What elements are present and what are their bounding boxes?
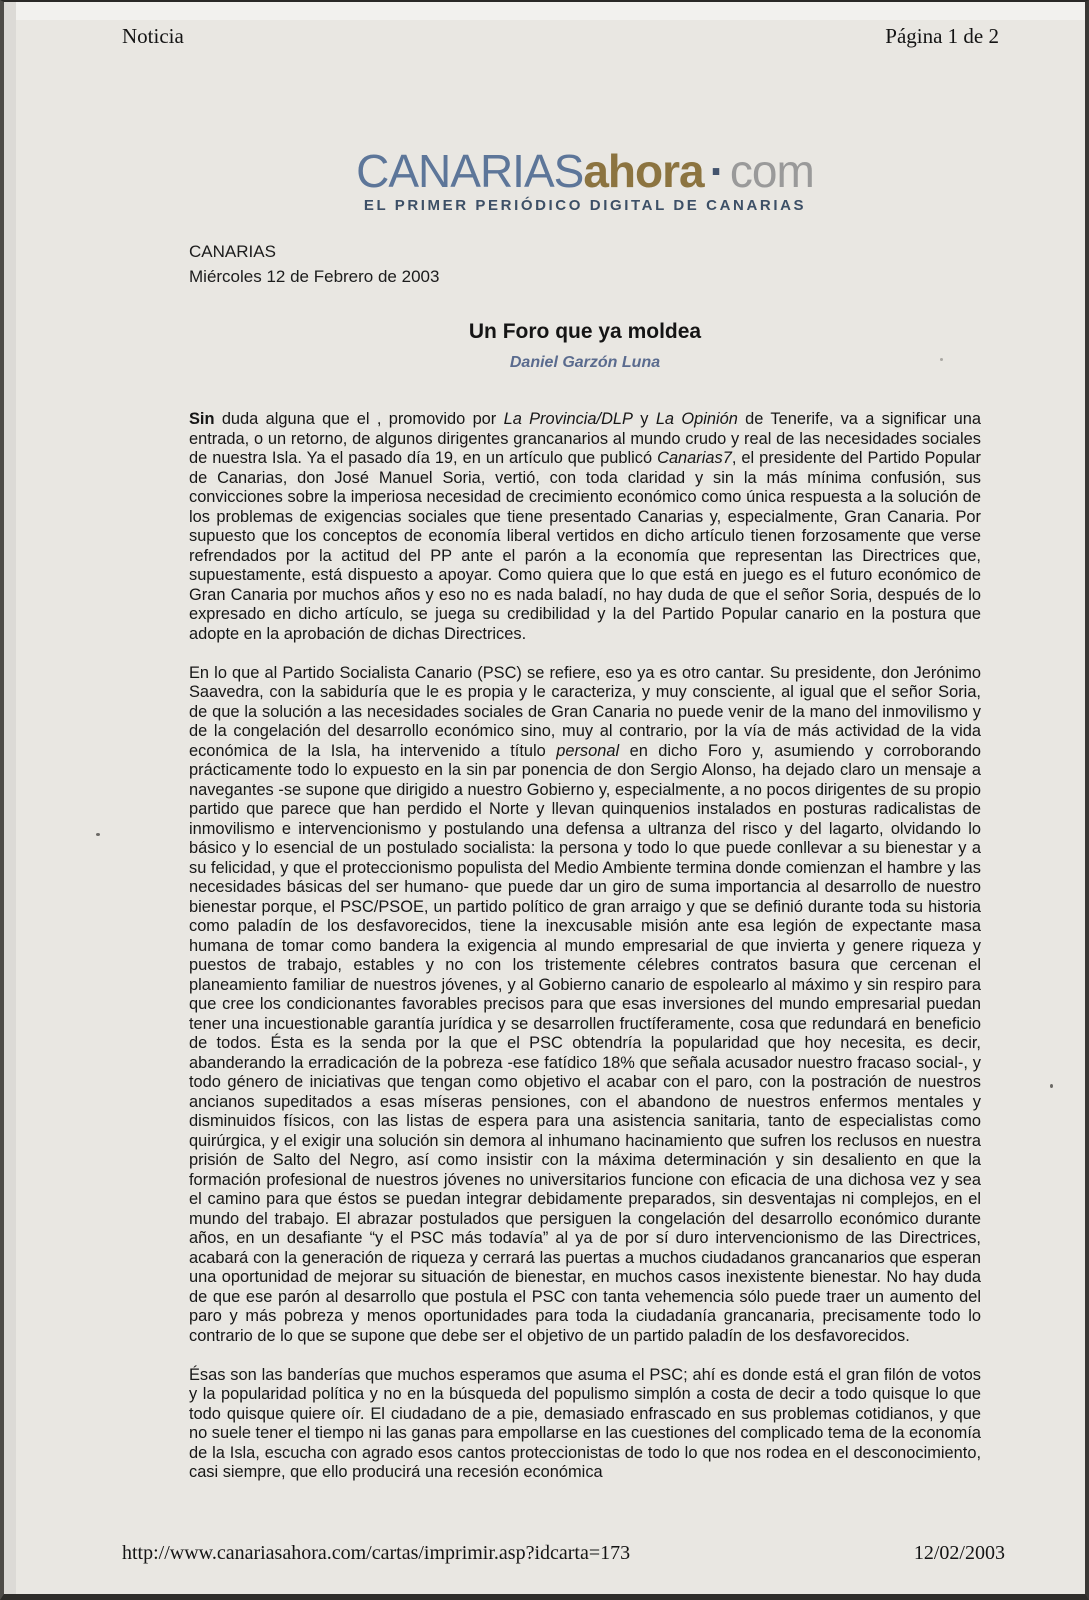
scan-speck [1050, 1084, 1053, 1088]
paragraph: Ésas son las banderías que muchos esperamos que asuma el PSC; ahí es donde está el gran filón de votos y la popularidad política y no en la búsqueda del populismo simplón a costa de decir a todo quisque lo que todo quisque quiere oír. El ciudadano de a pie, demasiado enfrascado en sus problemas cotidianos, y que no suele tener el tiempo ni las ganas para empollarse en las cuestiones del complicado tema de la economía de la Isla, escucha con agrado esos cantos proteccionistas de todo lo que nos rodea en el desconocimiento, casi siempre, que ello producirá una recesión económica [189, 1365, 981, 1481]
article-body [189, 410, 981, 1502]
logo-separator-dot: · [709, 145, 724, 197]
date-line: Miércoles 12 de Febrero de 2003 [189, 267, 440, 286]
page-indicator: Página 1 de 2 [885, 24, 999, 48]
logo-part-ahora: ahora [583, 145, 704, 197]
article-title: Un Foro que ya moldea [468, 320, 702, 343]
logo-part-canarias: CANARIAS [356, 145, 584, 197]
masthead [189, 145, 981, 214]
source-url: http://www.canariasahora.com/cartas/imprimir.asp?idcarta=173 [122, 1542, 631, 1564]
section-block [189, 239, 439, 289]
scan-speck [940, 358, 943, 361]
scan-edge-top [4, 2, 1085, 20]
masthead-tagline: EL PRIMER PERIÓDICO DIGITAL DE CANARIAS [363, 197, 807, 214]
logo-part-com: com [729, 145, 814, 197]
paragraph: En lo que al Partido Socialista Canario (PSC) se refiere, eso ya es otro cantar. Su presidente, don Jerónimo Saavedra, con la sabiduría que le es propia y le caracteriza, y muy consciente, al igual que el señor Soria, de que la solución a las necesidades sociales de Gran Canaria no puede venir de la mano del inmovilismo y de la congelación del desarrollo económico sino, muy al contrario, por la vía de más actividad de la vida económica de la Isla, ha intervenido a título personal en dicho Foro y, asumiendo y corroborando prácticamente todo lo expuesto en la sin par ponencia de don Sergio Alonso, ha dejado claro un mensaje a navegantes -se supone que dirigido a nuestro Gobierno y, especialmente, a no pocos dirigentes de su propio partido que parece que han perdido el Norte y llevan quinquenios instalados en posturas radicalistas de inmovilismo e intervencionismo y postulando una defensa a ultranza del risco y del lagarto, olvidando lo básico y lo esencial de un postulado socialista: la persona y todo lo que puede conllevar a su bienestar y a su felicidad, y que el proteccionismo populista del Medio Ambiente termina donde comienzan el hambre y las necesidades básicas del ser humano- que puede dar un giro de suma importancia al desarrollo de nuestro bienestar porque, el PSC/PSOE, un partido político de gran arraigo y que se definió durante toda su historia como paladín de los desfavorecidos, tiene la inexcusable misión ante esa legión de expectante masa humana de tomar como bandera la exigencia al mundo empresarial de que invierta y genere riqueza y puestos de trabajo, estables y no con los tristemente célebres contratos basura que cercenan el planeamiento familiar de nuestros jóvenes, y al Gobierno canario de espolearlo al máximo y sin respiro para que cree los condicionantes favorables precisos para que esas inversiones del mundo empresarial puedan tener una incuestionable garantía jurídica y se desarrollen fructíferamente, cosa que redundará en beneficio de todos. Ésta es la senda por la que el PSC obtendría la popularidad que hoy necesita, es decir, abanderando la erradicación de la pobreza -ese fatídico 18% que señala acusador nuestro fracaso social-, y todo género de iniciativas que tengan como objetivo el acabar con el paro, con la postración de nuestros ancianos supeditados a esas míseras pensiones, con el abandono de nuestros enfermos mentales y disminuidos físicos, con las listas de espera para una asistencia sanitaria, tanto de especialistas como quirúrgica, y el exigir una solución sin demora al inhumano hacinamiento que sufren los reclusos en nuestra prisión de Salto del Negro, así como insistir con la máxima determinación y sin desaliento en que la formación profesional de nuestros jóvenes no universitarios funcione con eficacia de una dichosa vez y sea el camino para que éstos se puedan integrar debidamente preparados, sin desventajas ni complejos, en el mundo del trabajo. El abrazar postulados que persiguen la congelación del desarrollo económico durante años, en un desafiante “y el PSC más todavía” al ya de por sí duro intervencionismo de las Directrices, acabará con la generación de riqueza y cerrará las puertas a muchos ciudadanos grancanarios que esperan una oportunidad de mejorar su situación de bienestar, en muchos casos inexistente bienestar. No hay duda de que ese parón al desarrollo que postula el PSC con tanta vehemencia sólo puede traer un aumento del paro y más pobreza y menos oportunidades para toda la ciudadanía grancanaria, precisamente todo lo contrario de lo que se supone que debe ser el objetivo de un partido paladín de los desfavorecidos. [189, 663, 982, 1345]
canariasahora-logo [189, 145, 981, 197]
print-footer [122, 1542, 1005, 1565]
scan-speck [96, 833, 100, 836]
print-date: 12/02/2003 [913, 1542, 1005, 1564]
paragraph: Sin duda alguna que el , promovido por La Provincia/DLP y La Opinión de Tenerife, va a significar una entrada, o un retorno, de algunos dirigentes grancanarios al mundo crudo y real de las necesidades sociales de nuestra Isla. Ya el pasado día 19, en un artículo que publicó Canarias7, el presidente del Partido Popular de Canarias, don José Manuel Soria, vertió, con toda claridad y sin la más mínima confusión, sus convicciones sobre la imperiosa necesidad de crecimiento económico como única respuesta a la solución de los problemas de exigencias sociales que tiene presentado Canarias y, especialmente, Gran Canaria. Por supuesto que los conceptos de economía liberal vertidos en dicho artículo tienen forzosamente que verse refrendados por la actitud del PP ante el parón a la economía que representan las Directrices que, supuestamente, está dispuesto a apoyar. Como quiera que lo que está en juego es el futuro económico de Gran Canaria por muchos años y eso no es nada baladí, no hay duda de que el señor Soria, después de lo expresado en dicho artículo, se juega su credibilidad y la del Partido Popular canario en la postura que adopte en la aprobación de dichas Directrices. [189, 410, 981, 643]
section-label: CANARIAS [189, 242, 276, 261]
article-author: Daniel Garzón Luna [509, 354, 661, 371]
scan-edge-left [4, 2, 16, 1594]
print-header [122, 24, 999, 49]
document-type-label: Noticia [122, 24, 184, 48]
